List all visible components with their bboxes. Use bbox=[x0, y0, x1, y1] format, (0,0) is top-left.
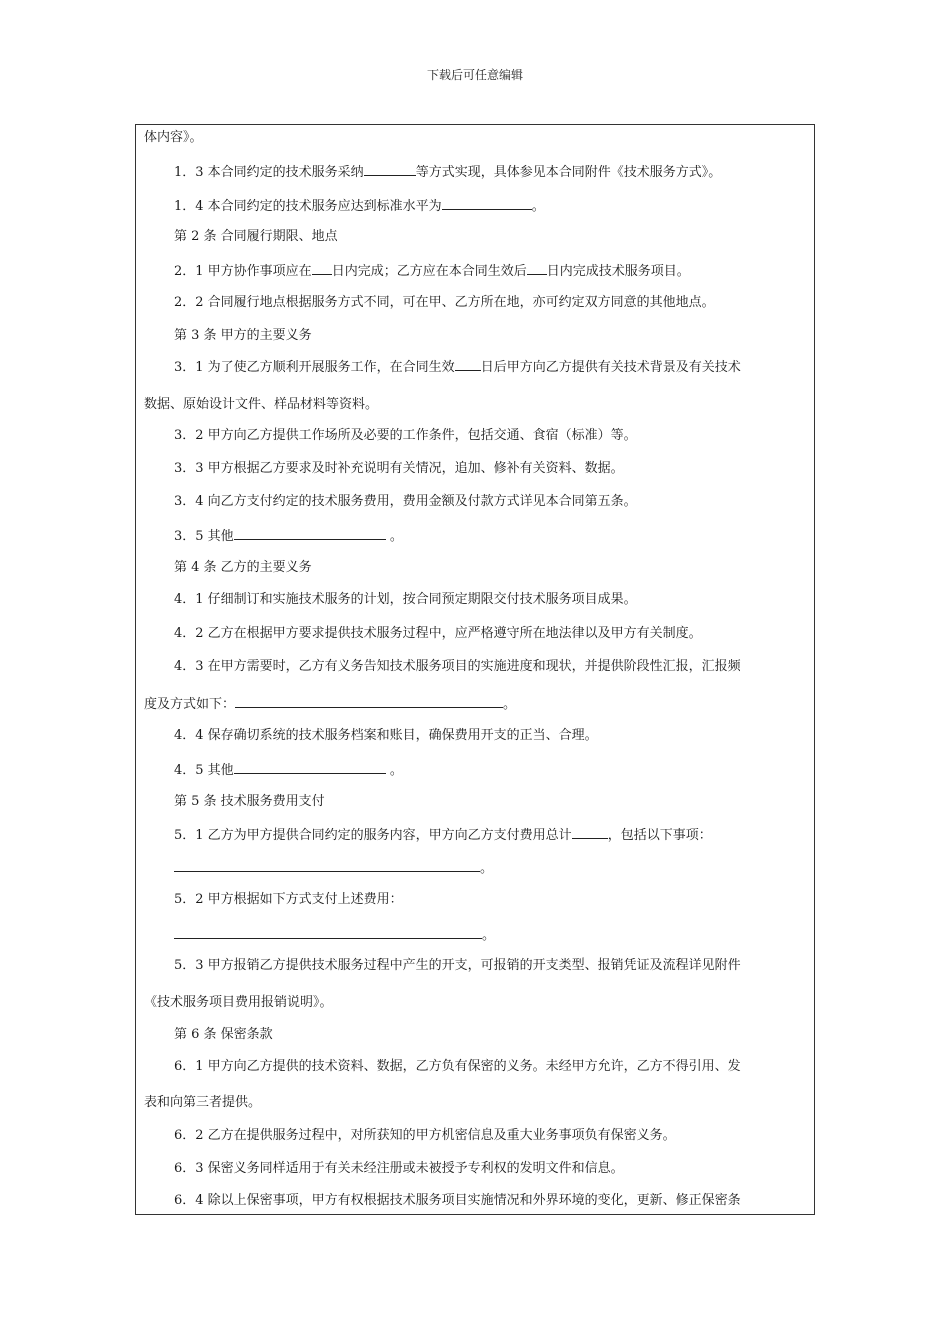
line-text: 3．1 为了使乙方顺利开展服务工作，在合同生效 bbox=[174, 360, 455, 375]
page-header: 下载后可任意编辑 bbox=[426, 68, 523, 82]
fill-in-blank bbox=[364, 163, 416, 176]
fill-in-blank bbox=[174, 926, 482, 939]
line-text-after-blank: 。 bbox=[503, 697, 517, 712]
fill-in-blank bbox=[174, 859, 480, 872]
line-text-after-blank: 日后甲方向乙方提供有关技术背景及有关技术 bbox=[480, 360, 741, 375]
line-text: 4．5 其他 bbox=[174, 763, 234, 778]
paragraph-line bbox=[144, 695, 516, 713]
line-text: 6．2 乙方在提供服务过程中，对所获知的甲方机密信息及重大业务事项负有保密义务。 bbox=[174, 1128, 676, 1143]
paragraph-line bbox=[174, 527, 403, 545]
line-text: 体内容》。 bbox=[144, 130, 203, 145]
line-text: 5．2 甲方根据如下方式支付上述费用： bbox=[174, 892, 403, 907]
line-text: 2．1 甲方协作事项应在 bbox=[174, 264, 312, 279]
paragraph-line bbox=[174, 892, 403, 908]
paragraph-line bbox=[144, 995, 333, 1011]
paragraph-line bbox=[174, 262, 690, 280]
paragraph-line bbox=[174, 1193, 741, 1209]
fill-in-blank bbox=[527, 262, 547, 275]
paragraph-line bbox=[174, 728, 598, 744]
line-text-after-blank: 。 bbox=[531, 199, 545, 214]
paragraph-line bbox=[174, 358, 741, 376]
paragraph-line bbox=[174, 1027, 273, 1043]
fill-in-blank bbox=[234, 761, 386, 774]
paragraph-line bbox=[174, 428, 637, 444]
paragraph-line bbox=[174, 761, 403, 779]
line-text: 4．1 仔细制订和实施技术服务的计划，按合同预定期限交付技术服务项目成果。 bbox=[174, 592, 637, 607]
fill-in-blank bbox=[572, 826, 608, 839]
paragraph-line bbox=[174, 328, 312, 344]
line-text-after-blank: 。 bbox=[482, 928, 496, 943]
line-text-after-blank: ，包括以下事项： bbox=[607, 828, 712, 843]
line-text-after-blank: 。 bbox=[385, 763, 403, 778]
paragraph-line bbox=[174, 826, 712, 844]
paragraph-line bbox=[174, 1059, 741, 1075]
paragraph-line bbox=[144, 397, 378, 413]
paragraph-line bbox=[174, 461, 624, 477]
paragraph-line bbox=[174, 1161, 624, 1177]
line-text: 5．3 甲方报销乙方提供技术服务过程中产生的开支，可报销的开支类型、报销凭证及流程详见附件 bbox=[174, 958, 741, 973]
line-text-after-blank: 日内完成；乙方应在本合同生效后 bbox=[331, 264, 527, 279]
line-text: 第 5 条 技术服务费用支付 bbox=[174, 794, 325, 809]
line-text: 3．5 其他 bbox=[174, 529, 234, 544]
line-text-after-blank: 。 bbox=[480, 861, 494, 876]
paragraph-line bbox=[174, 163, 721, 181]
line-text: 数据、原始设计文件、样品材料等资料。 bbox=[144, 397, 379, 412]
line-text-after-blank: 。 bbox=[385, 529, 403, 544]
line-text: 第 4 条 乙方的主要义务 bbox=[174, 560, 312, 575]
contract-text-frame bbox=[135, 124, 815, 1215]
line-text: 表和向第三者提供。 bbox=[144, 1095, 262, 1110]
line-text-after-blank: 日内完成技术服务项目。 bbox=[546, 264, 690, 279]
paragraph-line bbox=[174, 926, 495, 944]
line-text: 3．3 甲方根据乙方要求及时补充说明有关情况，追加、修补有关资料、数据。 bbox=[174, 461, 624, 476]
paragraph-line bbox=[144, 1095, 261, 1111]
paragraph-line bbox=[174, 197, 545, 215]
line-text: 4．4 保存确切系统的技术服务档案和账目，确保费用开支的正当、合理。 bbox=[174, 728, 598, 743]
line-text: 第 6 条 保密条款 bbox=[174, 1027, 273, 1042]
fill-in-blank bbox=[455, 358, 481, 371]
line-text-after-blank: 等方式实现，具体参见本合同附件《技术服务方式》。 bbox=[415, 165, 722, 180]
line-text: 度及方式如下： bbox=[144, 697, 236, 712]
line-text: 第 2 条 合同履行期限、地点 bbox=[174, 229, 338, 244]
paragraph-line bbox=[174, 295, 715, 311]
paragraph-line bbox=[174, 794, 325, 810]
line-text: 6．4 除以上保密事项，甲方有权根据技术服务项目实施情况和外界环境的变化，更新、修正保密条 bbox=[174, 1193, 741, 1208]
line-text: 2．2 合同履行地点根据服务方式不同，可在甲、乙方所在地，亦可约定双方同意的其他地点。 bbox=[174, 295, 715, 310]
line-text: 4．3 在甲方需要时，乙方有义务告知技术服务项目的实施进度和现状，并提供阶段性汇报，汇报频 bbox=[174, 659, 741, 674]
paragraph-line bbox=[174, 1128, 676, 1144]
paragraph-line bbox=[174, 859, 493, 877]
paragraph-line bbox=[174, 592, 637, 608]
paragraph-line bbox=[174, 958, 741, 974]
fill-in-blank bbox=[234, 527, 386, 540]
fill-in-blank bbox=[442, 197, 532, 210]
paragraph-line bbox=[174, 229, 338, 245]
line-text: 3．4 向乙方支付约定的技术服务费用，费用金额及付款方式详见本合同第五条。 bbox=[174, 494, 637, 509]
line-text: 6．1 甲方向乙方提供的技术资料、数据，乙方负有保密的义务。未经甲方允许，乙方不得引用、发 bbox=[174, 1059, 741, 1074]
paragraph-line bbox=[144, 130, 203, 146]
fill-in-blank bbox=[312, 262, 332, 275]
line-text: 3．2 甲方向乙方提供工作场所及必要的工作条件，包括交通、食宿（标准）等。 bbox=[174, 428, 637, 443]
line-text: 《技术服务项目费用报销说明》。 bbox=[144, 995, 333, 1010]
paragraph-line bbox=[174, 659, 741, 675]
line-text: 5．1 乙方为甲方提供合同约定的服务内容，甲方向乙方支付费用总计 bbox=[174, 828, 572, 843]
paragraph-line bbox=[174, 560, 312, 576]
line-text: 1．4 本合同约定的技术服务应达到标准水平为 bbox=[174, 199, 442, 214]
line-text: 1．3 本合同约定的技术服务采纳 bbox=[174, 165, 364, 180]
line-text: 第 3 条 甲方的主要义务 bbox=[174, 328, 312, 343]
line-text: 6．3 保密义务同样适用于有关未经注册或未被授予专利权的发明文件和信息。 bbox=[174, 1161, 624, 1176]
line-text: 4．2 乙方在根据甲方要求提供技术服务过程中，应严格遵守所在地法律以及甲方有关制度。 bbox=[174, 626, 702, 641]
paragraph-line bbox=[174, 626, 702, 642]
paragraph-line bbox=[174, 494, 637, 510]
fill-in-blank bbox=[235, 695, 503, 708]
